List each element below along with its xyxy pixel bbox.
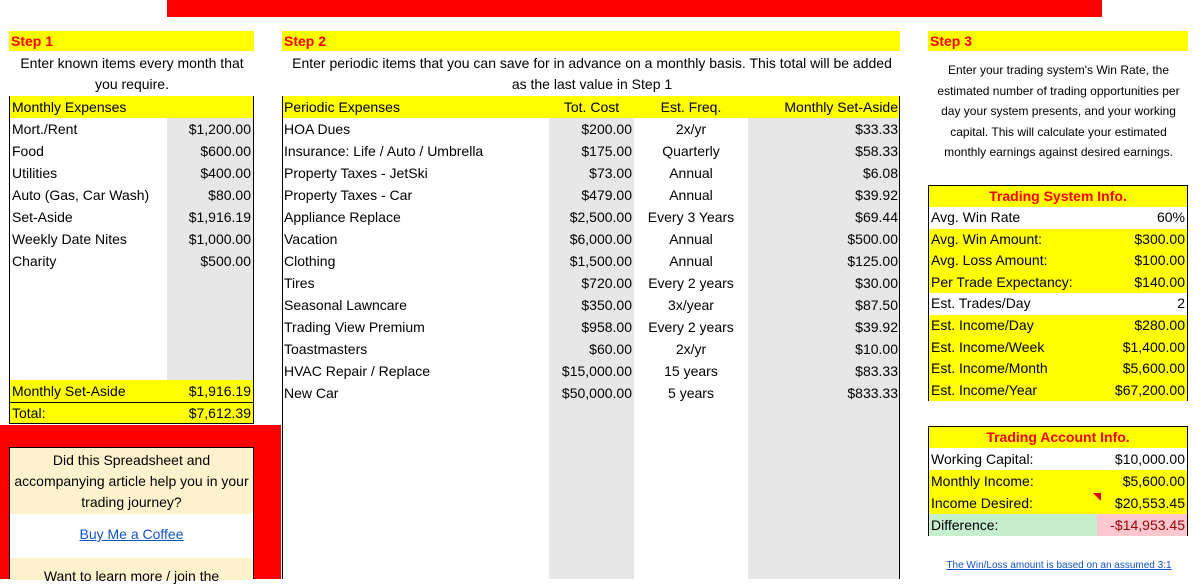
periodic-name[interactable]: Insurance: Life / Auto / Umbrella <box>284 143 484 159</box>
periodic-monthly: $125.00 <box>847 253 898 269</box>
system-info-value: $1,400.00 <box>1101 337 1187 359</box>
system-info-label: Est. Trades/Day <box>931 295 1031 312</box>
periodic-freq[interactable]: 3x/year <box>668 297 714 313</box>
periodic-monthly: $833.33 <box>847 385 898 401</box>
system-info-label: Est. Income/Day <box>931 317 1034 333</box>
periodic-name[interactable]: Vacation <box>284 231 338 247</box>
account-info-label: Monthly Income: <box>931 473 1034 489</box>
periodic-cost[interactable]: $200.00 <box>581 121 632 137</box>
periodic-monthly: $500.00 <box>847 231 898 247</box>
system-info-row <box>929 337 1187 359</box>
set-aside-label: Monthly Set-Aside <box>12 383 126 399</box>
buy-me-coffee-link[interactable]: Buy Me a Coffee <box>79 526 184 542</box>
promo-inner <box>9 447 254 584</box>
periodic-name[interactable]: New Car <box>284 385 339 401</box>
step1-title: Step 1 <box>9 31 254 51</box>
account-info-row <box>929 470 1187 492</box>
expense-label: Auto (Gas, Car Wash) <box>12 187 150 203</box>
periodic-freq[interactable]: Annual <box>669 231 713 247</box>
periodic-name[interactable]: Property Taxes - JetSki <box>284 165 428 181</box>
periodic-freq[interactable]: Quarterly <box>662 143 720 159</box>
periodic-freq[interactable]: Annual <box>669 253 713 269</box>
win-loss-footnote[interactable]: The Win/Loss amount is based on an assumed 3:1 <box>946 560 1172 571</box>
periodic-cost[interactable]: $60.00 <box>589 341 632 357</box>
periodic-monthly: $33.33 <box>855 121 898 137</box>
expense-value[interactable]: $1,200.00 <box>188 121 251 137</box>
expense-label: Weekly Date Nites <box>12 231 127 247</box>
periodic-cost[interactable]: $6,000.00 <box>569 231 632 247</box>
periodic-name[interactable]: Appliance Replace <box>284 209 401 225</box>
periodic-expense-row <box>282 118 900 140</box>
periodic-monthly: $39.92 <box>855 187 898 203</box>
step3-description: Enter your trading system's Win Rate, the estimated number of trading opportunities per day your system presents, and your working capital. This will calculate your estimated monthly earnings against desired earnings. <box>937 63 1180 159</box>
trading-account-title: Trading Account Info. <box>929 427 1187 448</box>
periodic-expense-row <box>282 316 900 338</box>
trading-system-box <box>928 185 1188 401</box>
system-info-value: $67,200.00 <box>1101 380 1187 402</box>
system-info-value[interactable]: 60% <box>1156 209 1185 225</box>
periodic-expense-row <box>282 272 900 294</box>
system-info-label: Avg. Win Amount: <box>931 230 1043 247</box>
periodic-name[interactable]: HOA Dues <box>284 121 351 137</box>
periodic-name[interactable]: Toastmasters <box>284 341 368 357</box>
periodic-cost[interactable]: $1,500.00 <box>569 253 632 269</box>
periodic-freq[interactable]: 2x/yr <box>675 121 707 137</box>
periodic-cost[interactable]: $73.00 <box>589 165 632 181</box>
expense-value[interactable]: $1,000.00 <box>188 231 251 247</box>
monthly-expense-row <box>9 118 254 140</box>
system-info-value: $5,600.00 <box>1101 358 1187 380</box>
step2-title: Step 2 <box>282 31 900 51</box>
periodic-freq[interactable]: Every 3 Years <box>647 209 735 225</box>
account-info-row <box>929 492 1187 514</box>
account-info-row <box>929 448 1187 470</box>
periodic-expense-row <box>282 250 900 272</box>
system-info-label: Per Trade Expectancy: <box>931 273 1073 290</box>
periodic-monthly: $69.44 <box>855 209 898 225</box>
periodic-name[interactable]: Property Taxes - Car <box>284 187 413 203</box>
system-info-row <box>929 315 1187 337</box>
expense-value[interactable]: $500.00 <box>200 253 251 269</box>
col-monthly-set-aside: Monthly Set-Aside <box>784 99 898 115</box>
col-tot-cost: Tot. Cost <box>563 99 620 115</box>
trading-account-box <box>928 426 1188 536</box>
set-aside-value: $1,916.19 <box>188 383 251 399</box>
account-info-label: Difference: <box>931 517 999 533</box>
periodic-monthly: $87.50 <box>855 297 898 313</box>
periodic-freq[interactable]: Every 2 years <box>648 319 734 335</box>
system-info-label: Avg. Loss Amount: <box>931 252 1048 269</box>
periodic-cost[interactable]: $720.00 <box>581 275 632 291</box>
total-label: Total: <box>12 405 46 421</box>
account-info-row <box>929 514 1187 536</box>
periodic-name[interactable]: HVAC Repair / Replace <box>284 363 431 379</box>
promo-question: Did this Spreadsheet and accompanying article help you in your trading journey? <box>14 452 249 510</box>
account-info-value: $5,600.00 <box>1122 473 1185 489</box>
expense-value[interactable]: $80.00 <box>208 187 251 203</box>
expense-label: Charity <box>12 253 57 269</box>
periodic-freq[interactable]: 15 years <box>664 363 718 379</box>
step1-total-row <box>9 402 254 424</box>
step1-set-aside-row <box>9 380 254 402</box>
system-info-value: $300.00 <box>1101 229 1187 251</box>
step3-title: Step 3 <box>928 31 1188 51</box>
periodic-expense-row <box>282 294 900 316</box>
col-periodic-expenses: Periodic Expenses <box>284 99 400 115</box>
periodic-expense-row <box>282 206 900 228</box>
promo-more-text: Want to learn more / join the <box>43 568 220 584</box>
periodic-expense-row <box>282 338 900 360</box>
system-info-row <box>929 272 1187 294</box>
periodic-cost[interactable]: $479.00 <box>581 187 632 203</box>
expense-label: Utilities <box>12 165 58 181</box>
monthly-expenses-header: Monthly Expenses <box>12 99 127 115</box>
periodic-monthly: $83.33 <box>855 363 898 379</box>
monthly-expense-row <box>9 250 254 272</box>
periodic-cost[interactable]: $50,000.00 <box>561 385 632 401</box>
system-info-value: $140.00 <box>1101 272 1187 294</box>
expense-value[interactable]: $1,916.19 <box>188 209 251 225</box>
periodic-monthly: $58.33 <box>855 143 898 159</box>
account-info-label: Income Desired: <box>931 495 1033 511</box>
account-info-label: Working Capital: <box>931 451 1034 467</box>
monthly-expense-row <box>9 206 254 228</box>
periodic-expense-row <box>282 382 900 404</box>
periodic-cost[interactable]: $175.00 <box>581 143 632 159</box>
periodic-freq[interactable]: 2x/yr <box>675 341 707 357</box>
system-info-row <box>929 207 1187 229</box>
monthly-expense-row <box>9 162 254 184</box>
system-info-value[interactable]: 2 <box>1177 295 1185 312</box>
periodic-freq[interactable]: Annual <box>669 187 713 203</box>
total-value: $7,612.39 <box>188 405 251 421</box>
promo-box <box>0 425 281 584</box>
periodic-name[interactable]: Trading View Premium <box>284 319 425 335</box>
periodic-expense-row <box>282 360 900 382</box>
system-info-value: $280.00 <box>1101 315 1187 337</box>
periodic-monthly: $6.08 <box>862 165 898 181</box>
periodic-freq[interactable]: Annual <box>669 165 713 181</box>
trading-system-title: Trading System Info. <box>929 186 1187 207</box>
system-info-label: Est. Income/Week <box>931 338 1045 355</box>
periodic-monthly: $10.00 <box>855 341 898 357</box>
system-info-label: Est. Income/Month <box>931 360 1048 377</box>
periodic-name[interactable]: Seasonal Lawncare <box>284 297 407 313</box>
periodic-name[interactable]: Clothing <box>284 253 336 269</box>
step2-header-row <box>282 96 900 118</box>
periodic-expense-row <box>282 140 900 162</box>
periodic-freq[interactable]: Every 2 years <box>648 275 734 291</box>
system-info-label: Est. Income/Year <box>931 381 1038 398</box>
expense-value[interactable]: $600.00 <box>200 143 251 159</box>
system-info-row <box>929 229 1187 251</box>
top-banner <box>167 0 1102 17</box>
account-info-value: -$14,953.45 <box>1097 514 1187 536</box>
monthly-expense-row <box>9 184 254 206</box>
periodic-cost[interactable]: $2,500.00 <box>569 209 632 225</box>
step1-header <box>9 96 254 118</box>
periodic-name[interactable]: Tires <box>284 275 315 291</box>
periodic-expense-row <box>282 228 900 250</box>
system-info-row <box>929 293 1187 315</box>
system-info-label: Avg. Win Rate <box>931 209 1021 225</box>
system-info-row <box>929 380 1187 402</box>
periodic-expense-row <box>282 184 900 206</box>
account-info-value[interactable]: $10,000.00 <box>1097 448 1187 470</box>
account-info-value[interactable]: $20,553.45 <box>1114 495 1185 511</box>
periodic-cost[interactable]: $15,000.00 <box>561 363 632 379</box>
periodic-cost[interactable]: $350.00 <box>581 297 632 313</box>
expense-value[interactable]: $400.00 <box>200 165 251 181</box>
step1-description: Enter known items every month that you require. <box>20 55 244 92</box>
system-info-value: $100.00 <box>1101 250 1187 272</box>
expense-label: Set-Aside <box>12 209 73 225</box>
comment-indicator-icon[interactable] <box>1093 493 1101 501</box>
periodic-freq[interactable]: 5 years <box>668 385 714 401</box>
col-est-freq: Est. Freq. <box>660 99 722 115</box>
expense-label: Mort./Rent <box>12 121 78 137</box>
monthly-expense-row <box>9 140 254 162</box>
expense-label: Food <box>12 143 44 159</box>
periodic-expense-row <box>282 162 900 184</box>
periodic-monthly: $30.00 <box>855 275 898 291</box>
system-info-row <box>929 250 1187 272</box>
periodic-monthly: $39.92 <box>855 319 898 335</box>
system-info-row <box>929 358 1187 380</box>
step2-description: Enter periodic items that you can save for in advance on a monthly basis. This total will be added as the last value in Step 1 <box>292 55 892 92</box>
monthly-expense-row <box>9 228 254 250</box>
periodic-cost[interactable]: $958.00 <box>581 319 632 335</box>
